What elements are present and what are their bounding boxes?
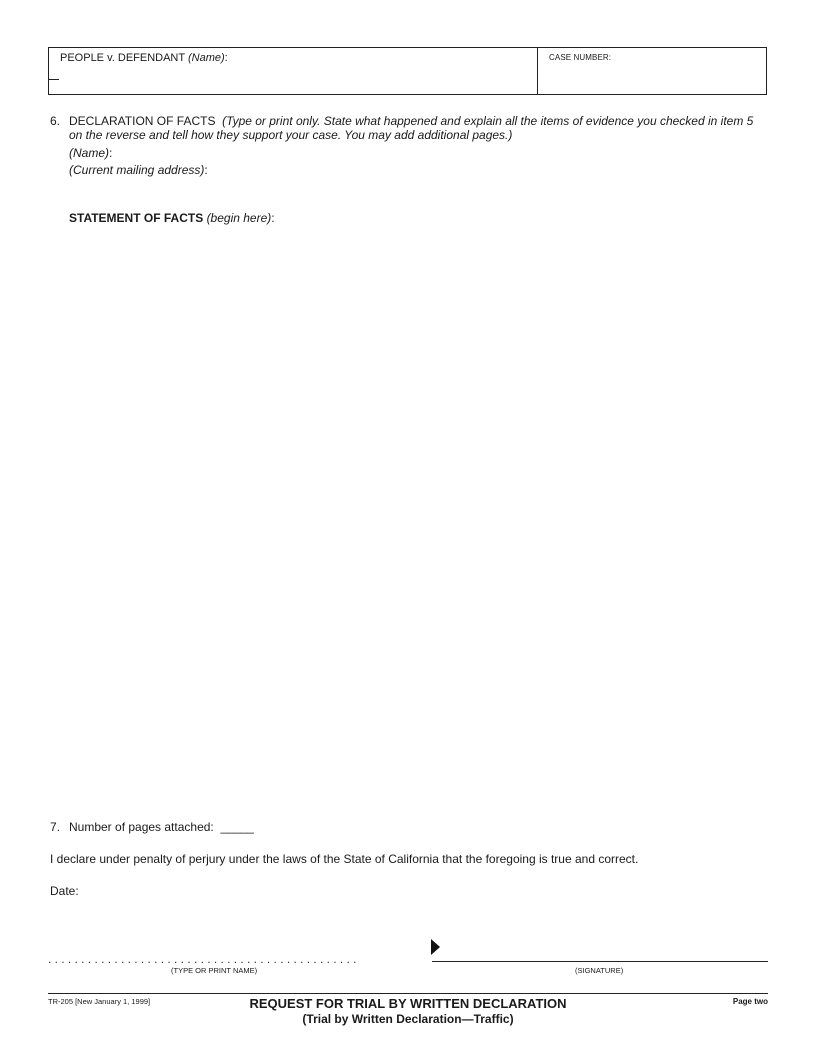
print-name-field[interactable] xyxy=(48,936,383,956)
date-field[interactable] xyxy=(85,882,285,898)
type-print-name-label: (TYPE OR PRINT NAME) xyxy=(171,966,258,975)
signature-arrow-icon xyxy=(430,938,442,956)
signature-line xyxy=(432,961,768,962)
form-subtitle: (Trial by Written Declaration—Traffic) xyxy=(302,1012,514,1026)
page-number: Page two xyxy=(732,997,768,1006)
header-divider xyxy=(537,47,538,95)
case-number-label: CASE NUMBER: xyxy=(549,53,612,62)
statement-of-facts-field[interactable] xyxy=(69,230,767,800)
statement-of-facts-label: STATEMENT OF FACTS (begin here): xyxy=(69,211,275,225)
defendant-name-field[interactable] xyxy=(60,66,530,92)
item6-number: 6. xyxy=(50,114,61,128)
pages-attached-blank[interactable]: _____ xyxy=(220,820,254,834)
signature-label: (SIGNATURE) xyxy=(575,966,624,975)
item6-heading xyxy=(69,114,769,128)
form-title: REQUEST FOR TRIAL BY WRITTEN DECLARATION xyxy=(249,996,567,1011)
item6-instructions-1: (Type or print only. State what happened and explain all the items of evidence you checked in item 5 xyxy=(222,114,754,128)
print-name-dotted-line: ............................................... xyxy=(48,952,360,966)
item6-instructions-2: on the reverse and tell how they support your case. You may add additional pages.) xyxy=(69,128,513,142)
people-defendant-label: PEOPLE v. DEFENDANT (Name): xyxy=(60,52,228,64)
perjury-declaration: I declare under penalty of perjury under the laws of the State of California that the foregoing is true and correct. xyxy=(50,852,639,866)
name-line-mark xyxy=(48,79,59,80)
footer-rule xyxy=(48,993,768,994)
pages-attached-label: Number of pages attached: _____ xyxy=(69,820,254,834)
date-label: Date: xyxy=(50,884,79,898)
name-label: (Name): xyxy=(69,146,113,160)
signature-field[interactable] xyxy=(445,938,765,960)
declarant-name-field[interactable] xyxy=(115,144,535,160)
case-number-field[interactable] xyxy=(545,64,760,92)
mailing-address-field[interactable] xyxy=(210,161,610,177)
item7-number: 7. xyxy=(50,820,61,834)
item6-title: DECLARATION OF FACTS xyxy=(69,114,216,128)
form-id: TR-205 [New January 1, 1999] xyxy=(48,997,151,1006)
address-label: (Current mailing address): xyxy=(69,163,208,177)
